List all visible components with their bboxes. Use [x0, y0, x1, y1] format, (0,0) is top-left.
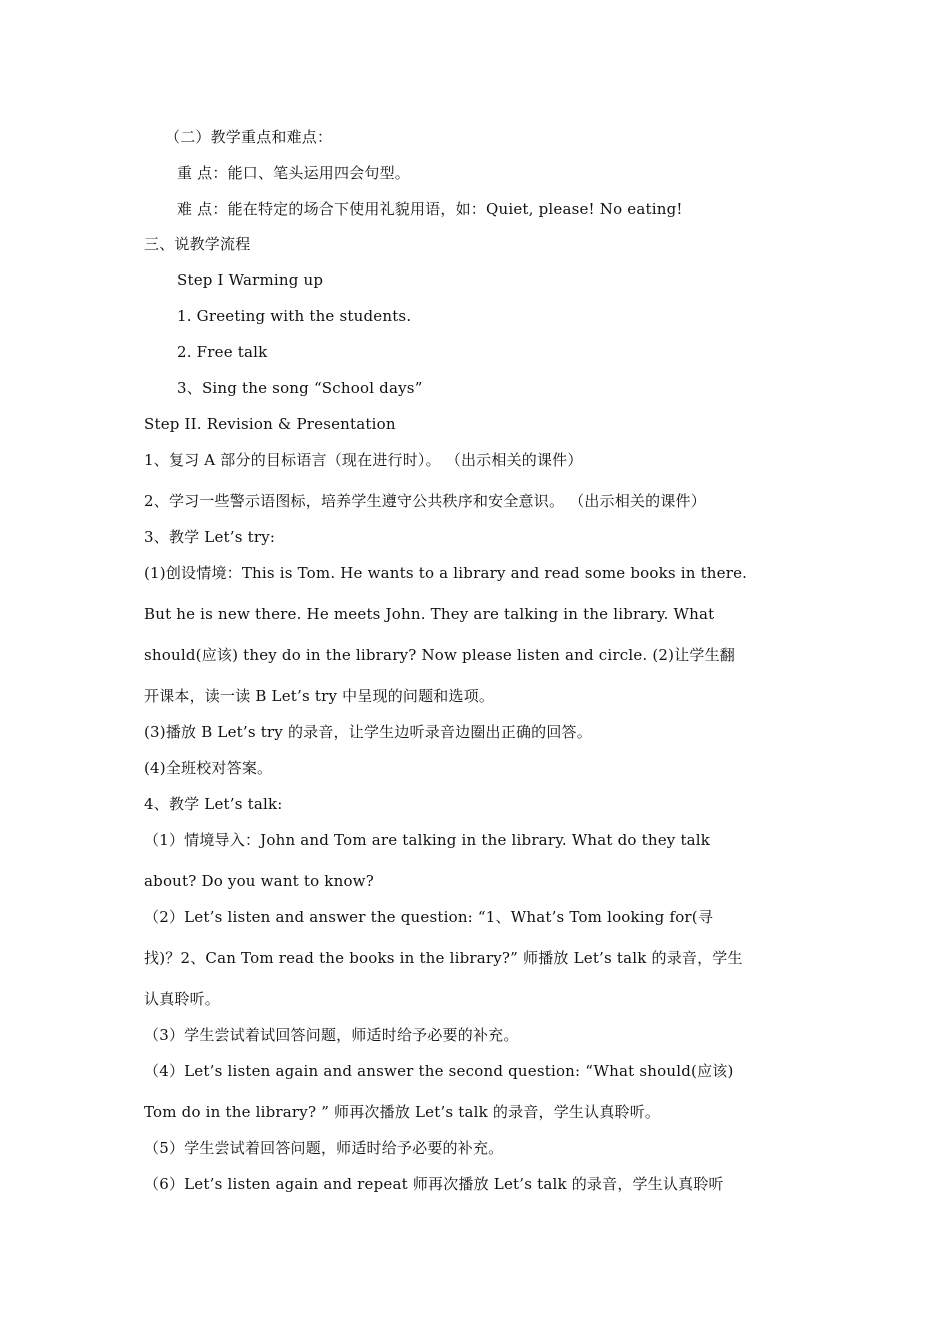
paragraph-line: (1)创设情境：This is Tom. He wants to a library and read some books in there.: [144, 564, 748, 582]
difficult-point-line: 难 点：能在特定的场合下使用礼貌用语，如：Quiet, please! No eating!: [177, 200, 683, 218]
paragraph-line: 找)？2、Can Tom read the books in the library?” 师播放 Let’s talk 的录音，学生: [144, 949, 743, 967]
paragraph-line: (4)全班校对答案。: [144, 759, 273, 777]
step-two-item-1: 1、复习 A 部分的目标语言（现在进行时）。 （出示相关的课件）: [144, 451, 583, 469]
paragraph-line: Tom do in the library? ” 师再次播放 Let’s talk 的录音，学生认真聆听。: [144, 1103, 661, 1121]
step-one-heading: Step I Warming up: [177, 271, 324, 289]
paragraph-line: （1）情境导入：John and Tom are talking in the library. What do they talk: [144, 831, 711, 849]
paragraph-line: （6）Let’s listen again and repeat 师再次播放 Let’s talk 的录音，学生认真聆听: [144, 1175, 724, 1193]
paragraph-line: 认真聆听。: [144, 990, 221, 1008]
step-two-item-3: 3、教学 Let’s try:: [144, 528, 276, 546]
step-two-heading: Step II. Revision & Presentation: [144, 415, 396, 433]
step-two-item-4: 4、教学 Let’s talk:: [144, 795, 283, 813]
step-one-item-2: 2. Free talk: [177, 343, 268, 361]
paragraph-line: should(应该) they do in the library? Now please listen and circle. (2)让学生翻: [144, 646, 736, 664]
paragraph-line: （3）学生尝试着试回答问题，师适时给予必要的补充。: [144, 1026, 519, 1044]
paragraph-line: (3)播放 B Let’s try 的录音，让学生边听录音边圈出正确的回答。: [144, 723, 592, 741]
paragraph-line: about? Do you want to know?: [144, 872, 374, 890]
step-one-item-1: 1. Greeting with the students.: [177, 307, 412, 325]
paragraph-line: 开课本，读一读 B Let’s try 中呈现的问题和选项。: [144, 687, 495, 705]
paragraph-line: （4）Let’s listen again and answer the second question: “What should(应该): [144, 1062, 734, 1080]
paragraph-line: But he is new there. He meets John. They are talking in the library. What: [144, 605, 715, 623]
key-point-line: 重 点：能口、笔头运用四会句型。: [177, 164, 410, 182]
section-heading-key-points: （二）教学重点和难点：: [165, 128, 333, 146]
section-heading-teaching-process: 三、说教学流程: [144, 235, 251, 253]
paragraph-line: （2）Let’s listen and answer the question: “1、What’s Tom looking for(寻: [144, 908, 714, 926]
step-one-item-3: 3、Sing the song “School days”: [177, 379, 423, 397]
paragraph-line: （5）学生尝试着回答问题，师适时给予必要的补充。: [144, 1139, 504, 1157]
step-two-item-2: 2、学习一些警示语图标，培养学生遵守公共秩序和安全意识。 （出示相关的课件）: [144, 492, 706, 510]
